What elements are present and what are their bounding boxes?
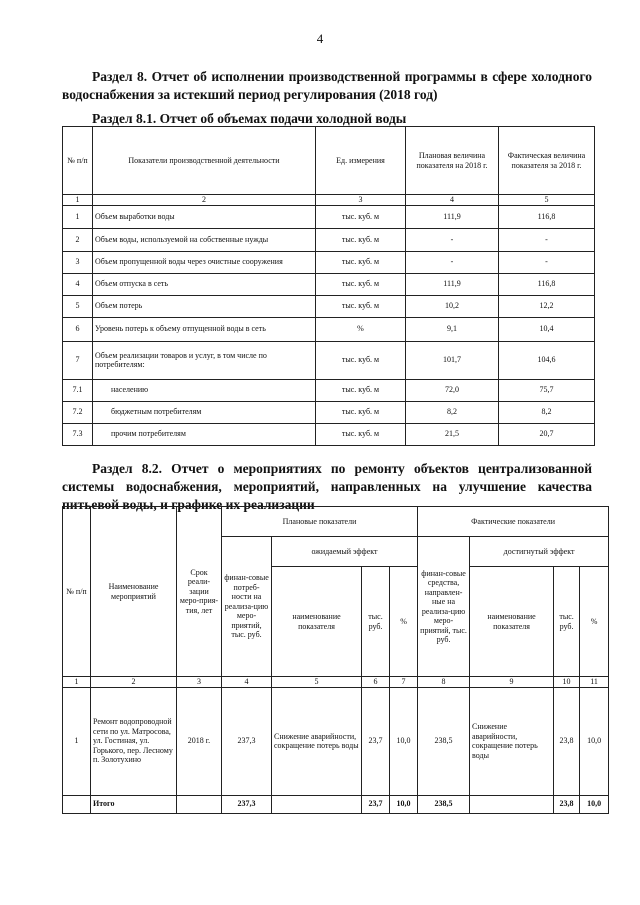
table-header-row <box>63 127 595 195</box>
column-number: 3 <box>177 677 222 688</box>
table-row <box>63 401 595 423</box>
fact-effect-rub: 23,8 <box>554 687 580 795</box>
fact-value: 116,8 <box>499 273 595 295</box>
header-cell: наименование показателя <box>470 567 554 677</box>
row-number: 5 <box>63 295 93 317</box>
indicator-name: Объем потерь <box>93 295 316 317</box>
measure-name: Ремонт водопроводной сети по ул. Матросова, ул. Гостиная, ул. Горького, пер. Лесному п. Золотухино <box>91 687 177 795</box>
indicator-name: бюджетным потребителям <box>93 401 316 423</box>
empty-cell <box>272 795 362 813</box>
plan-financing: 237,3 <box>222 687 272 795</box>
row-number: 7.2 <box>63 401 93 423</box>
section-8-2-title: Раздел 8.2. Отчет о мероприятиях по ремонту объектов централизованной системы водоснабжения, мероприятий, направленных на улучшение качества питьевой воды, и графике их реализации <box>62 461 592 512</box>
column-number: 2 <box>93 195 316 206</box>
header-cell: Ед. измерения <box>316 127 406 195</box>
unit: тыс. куб. м <box>316 228 406 251</box>
plan-value: 10,2 <box>406 295 499 317</box>
indicator-name: Объем выработки воды <box>93 205 316 228</box>
water-supply-volumes-table <box>62 126 595 446</box>
table-row <box>63 687 609 795</box>
empty-cell <box>63 795 91 813</box>
header-cell: Плановая величина показателя на 2018 г. <box>406 127 499 195</box>
table-row <box>63 205 595 228</box>
column-number: 3 <box>316 195 406 206</box>
total-label: Итого <box>91 795 177 813</box>
unit: тыс. куб. м <box>316 341 406 379</box>
header-cell: наименование показателя <box>272 567 362 677</box>
header-cell: тыс. руб. <box>362 567 390 677</box>
fact-effect-pct: 10,0 <box>580 687 609 795</box>
unit: тыс. куб. м <box>316 273 406 295</box>
section-8-title: Раздел 8. Отчет об исполнении производственной программы в сфере холодного водоснабжения за истекший период регулирования (2018 год) <box>62 69 592 102</box>
table-row <box>63 423 595 445</box>
column-number: 1 <box>63 677 91 688</box>
total-row <box>63 795 609 813</box>
column-number: 5 <box>499 195 595 206</box>
empty-cell <box>177 795 222 813</box>
column-number: 11 <box>580 677 609 688</box>
plan-value: 101,7 <box>406 341 499 379</box>
header-cell: ожидаемый эффект <box>272 537 418 567</box>
column-number-row <box>63 677 609 688</box>
indicator-name: Уровень потерь к объему отпущенной воды в сеть <box>93 317 316 341</box>
header-cell: Показатели производственной деятельности <box>93 127 316 195</box>
unit: тыс. куб. м <box>316 379 406 401</box>
fact-financing: 238,5 <box>418 687 470 795</box>
fact-value: 75,7 <box>499 379 595 401</box>
header-cell: Фактическая величина показателя за 2018 г. <box>499 127 595 195</box>
column-number: 4 <box>222 677 272 688</box>
plan-value: 111,9 <box>406 273 499 295</box>
table-row <box>63 379 595 401</box>
plan-effect-rub: 23,7 <box>362 687 390 795</box>
column-number: 9 <box>470 677 554 688</box>
row-number: 7.3 <box>63 423 93 445</box>
indicator-name: населению <box>93 379 316 401</box>
fact-value: 10,4 <box>499 317 595 341</box>
plan-value: - <box>406 251 499 273</box>
header-cell: % <box>390 567 418 677</box>
plan-value: 8,2 <box>406 401 499 423</box>
total-fact-rub: 23,8 <box>554 795 580 813</box>
row-number: 1 <box>63 687 91 795</box>
total-fact-financing: 238,5 <box>418 795 470 813</box>
header-cell: № п/п <box>63 507 91 677</box>
header-cell: достигнутый эффект <box>470 537 609 567</box>
plan-effect: Снижение аварийности, сокращение потерь воды <box>272 687 362 795</box>
row-number: 3 <box>63 251 93 273</box>
column-number: 10 <box>554 677 580 688</box>
fact-value: - <box>499 251 595 273</box>
row-number: 2 <box>63 228 93 251</box>
unit: тыс. куб. м <box>316 295 406 317</box>
header-cell: Срок реали-зации меро-прия-тия, лет <box>177 507 222 677</box>
indicator-name: Объем реализации товаров и услуг, в том числе по потребителям: <box>93 341 316 379</box>
fact-value: - <box>499 228 595 251</box>
fact-value: 12,2 <box>499 295 595 317</box>
page-number: 4 <box>316 31 324 46</box>
section-8-1-title: Раздел 8.1. Отчет об объемах подачи холодной воды <box>92 111 407 126</box>
row-number: 1 <box>63 205 93 228</box>
total-plan-financing: 237,3 <box>222 795 272 813</box>
indicator-name: Объем отпуска в сеть <box>93 273 316 295</box>
row-number: 6 <box>63 317 93 341</box>
empty-cell <box>470 795 554 813</box>
unit: тыс. куб. м <box>316 251 406 273</box>
fact-value: 8,2 <box>499 401 595 423</box>
total-fact-pct: 10,0 <box>580 795 609 813</box>
plan-value: 72,0 <box>406 379 499 401</box>
column-number: 8 <box>418 677 470 688</box>
header-cell: финан-совые потреб-ности на реализа-цию меро-приятий, тыс. руб. <box>222 537 272 677</box>
column-number-row <box>63 195 595 206</box>
fact-value: 116,8 <box>499 205 595 228</box>
indicator-name: Объем воды, используемой на собственные нужды <box>93 228 316 251</box>
plan-value: 9,1 <box>406 317 499 341</box>
indicator-name: Объем пропущенной воды через очистные сооружения <box>93 251 316 273</box>
plan-value: 21,5 <box>406 423 499 445</box>
column-number: 5 <box>272 677 362 688</box>
table-row <box>63 273 595 295</box>
fact-value: 20,7 <box>499 423 595 445</box>
unit: тыс. куб. м <box>316 423 406 445</box>
table-row <box>63 228 595 251</box>
row-number: 4 <box>63 273 93 295</box>
table-row <box>63 341 595 379</box>
fact-effect: Снижение аварийности, сокращение потерь воды <box>470 687 554 795</box>
table-row <box>63 317 595 341</box>
row-number: 7 <box>63 341 93 379</box>
header-cell: % <box>580 567 609 677</box>
unit: % <box>316 317 406 341</box>
total-plan-rub: 23,7 <box>362 795 390 813</box>
term: 2018 г. <box>177 687 222 795</box>
header-cell: финан-совые средства, направлен-ные на реализа-цию меро-приятий, тыс. руб. <box>418 537 470 677</box>
column-number: 1 <box>63 195 93 206</box>
table-row <box>63 251 595 273</box>
table-header-row <box>63 507 609 537</box>
plan-value: - <box>406 228 499 251</box>
column-number: 4 <box>406 195 499 206</box>
total-plan-pct: 10,0 <box>390 795 418 813</box>
header-cell: Фактические показатели <box>418 507 609 537</box>
unit: тыс. куб. м <box>316 401 406 423</box>
column-number: 7 <box>390 677 418 688</box>
header-cell: Наименование мероприятий <box>91 507 177 677</box>
fact-value: 104,6 <box>499 341 595 379</box>
plan-effect-pct: 10,0 <box>390 687 418 795</box>
header-cell: тыс. руб. <box>554 567 580 677</box>
indicator-name: прочим потребителям <box>93 423 316 445</box>
header-cell: № п/п <box>63 127 93 195</box>
column-number: 2 <box>91 677 177 688</box>
row-number: 7.1 <box>63 379 93 401</box>
unit: тыс. куб. м <box>316 205 406 228</box>
repair-measures-table <box>62 506 609 814</box>
column-number: 6 <box>362 677 390 688</box>
plan-value: 111,9 <box>406 205 499 228</box>
table-row <box>63 295 595 317</box>
header-cell: Плановые показатели <box>222 507 418 537</box>
